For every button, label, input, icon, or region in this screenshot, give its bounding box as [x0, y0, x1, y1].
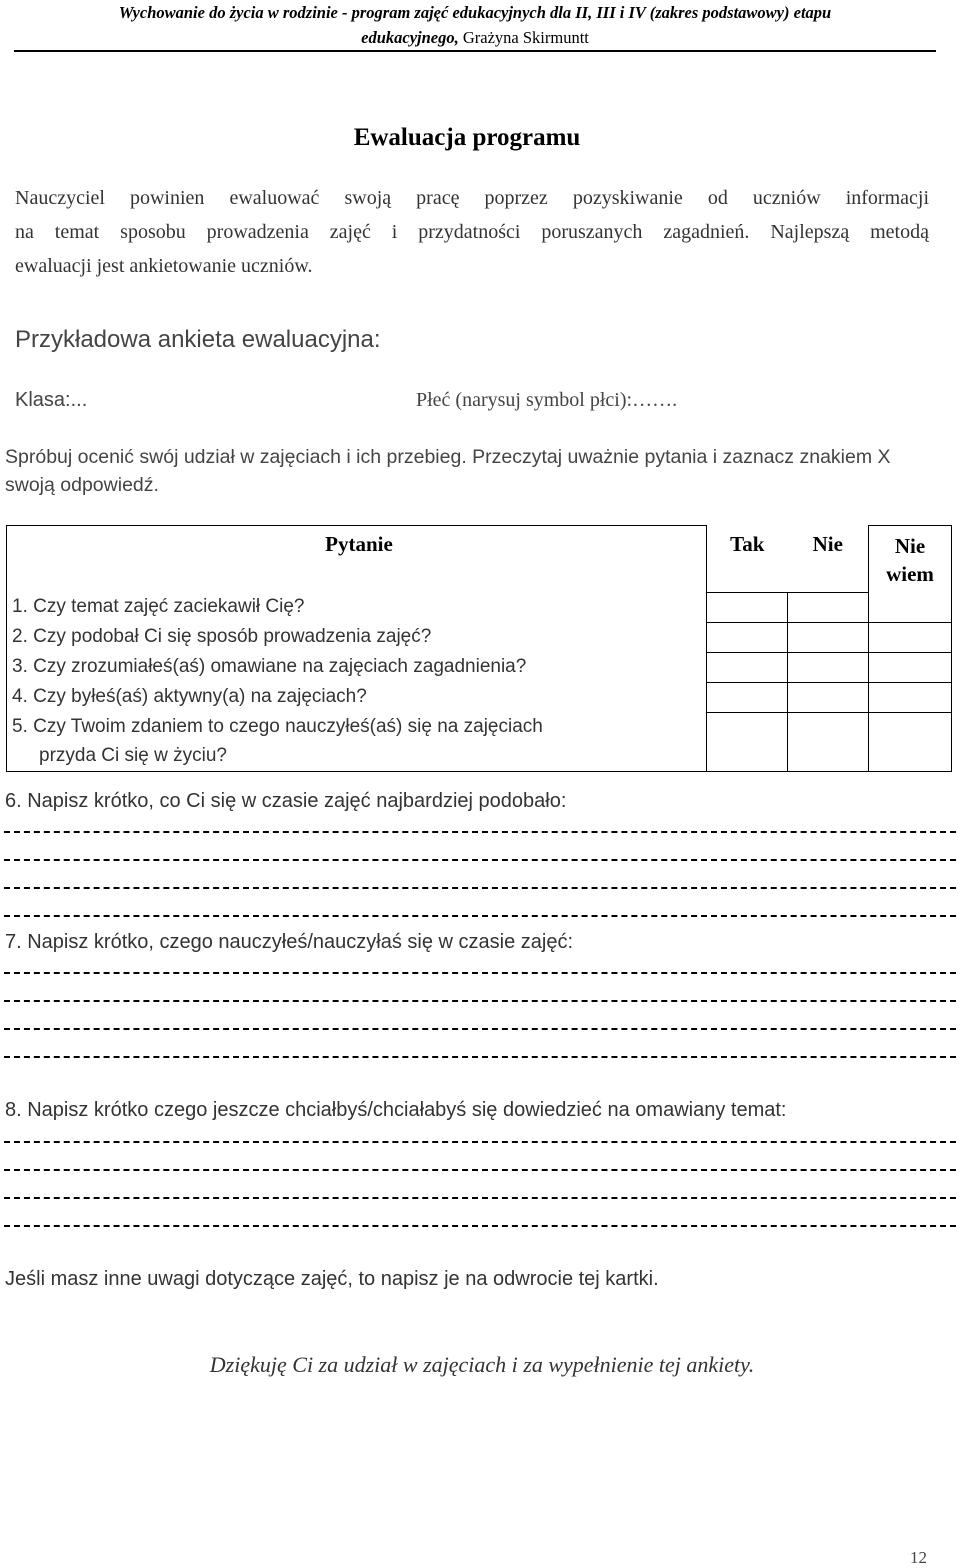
thank-you-note: Dziękuję Ci za udział w zajęciach i za wypełnienie tej ankiety.	[209, 1352, 755, 1377]
gender-field[interactable]: Płeć (narysuj symbol płci):…….	[416, 389, 678, 411]
survey-row	[7, 682, 952, 712]
open-question-6: 6. Napisz krótko, co Ci się w czasie zajęć najbardziej podobało:	[5, 790, 567, 812]
answer-line[interactable]	[4, 1197, 956, 1199]
dont-know-column-header: Nie wiem	[869, 526, 952, 593]
yes-column-header: Tak	[707, 526, 788, 593]
header-line-2-text: edukacyjnego,	[361, 28, 459, 47]
answer-dont-know-cell[interactable]	[869, 592, 952, 622]
answer-yes-cell[interactable]	[707, 652, 788, 682]
question-cell	[7, 712, 707, 771]
answer-line[interactable]	[4, 1225, 956, 1227]
survey-instructions: Spróbuj ocenić swój udział w zajęciach i ich przebieg. Przeczytaj uważnie pytania i zaznacz znakiem X swoją odpowiedź.	[5, 446, 891, 496]
intro-line-2: na temat sposobu prowadzenia zajęć i przydatności poruszanych zagadnień. Najlepszą metodą	[15, 221, 929, 243]
answer-no-cell[interactable]	[788, 622, 869, 652]
question-text: 3. Czy zrozumiałeś(aś) omawiane na zajęciach zagadnienia?	[7, 652, 707, 682]
open-question-7: 7. Napisz krótko, czego nauczyłeś/nauczyłaś się w czasie zajęć:	[5, 931, 574, 953]
answer-yes-cell[interactable]	[707, 712, 788, 771]
open-question-8: 8. Napisz krótko czego jeszcze chciałbyś/chciałabyś się dowiedzieć na omawiany temat:	[5, 1099, 787, 1121]
page-title: Ewaluacja programu	[353, 124, 581, 151]
question-text: 5. Czy Twoim zdaniem to czego nauczyłeś(aś) się na zajęciach	[12, 716, 543, 738]
answer-line[interactable]	[4, 1056, 956, 1058]
example-survey-heading: Przykładowa ankieta ewaluacyjna:	[15, 326, 381, 353]
document-header	[14, 0, 936, 50]
header-author: Grażyna Skirmuntt	[462, 28, 589, 47]
survey-table	[6, 525, 952, 772]
answer-line[interactable]	[4, 1169, 956, 1171]
answer-yes-cell[interactable]	[707, 682, 788, 712]
answer-dont-know-cell[interactable]	[869, 712, 952, 771]
header-line-1: Wychowanie do życia w rodzinie - program zajęć edukacyjnych dla II, III i IV (zakres podstawowy) etapu	[118, 3, 832, 22]
answer-yes-cell[interactable]	[707, 622, 788, 652]
answer-line[interactable]	[4, 831, 956, 833]
final-note: Jeśli masz inne uwagi dotyczące zajęć, to napisz je na odwrocie tej kartki.	[5, 1268, 659, 1290]
intro-line-1: Nauczyciel powinien ewaluować swoją pracę poprzez pozyskiwanie od uczniów informacji	[15, 187, 929, 209]
question-text: 1. Czy temat zajęć zaciekawił Cię?	[7, 592, 707, 622]
answer-dont-know-cell[interactable]	[869, 682, 952, 712]
class-field[interactable]: Klasa:...	[15, 389, 88, 411]
survey-row	[7, 652, 952, 682]
answer-line[interactable]	[4, 859, 956, 861]
answer-no-cell[interactable]	[788, 652, 869, 682]
question-text: 4. Czy byłeś(aś) aktywny(a) na zajęciach?	[7, 682, 707, 712]
answer-line[interactable]	[4, 1000, 956, 1002]
header-divider	[14, 50, 936, 52]
header-line-2	[14, 25, 936, 50]
question-text: 2. Czy podobał Ci się sposób prowadzenia zajęć?	[7, 622, 707, 652]
answer-dont-know-cell[interactable]	[869, 622, 952, 652]
answer-dont-know-cell[interactable]	[869, 652, 952, 682]
question-text-continuation: przyda Ci się w życiu?	[39, 745, 227, 767]
no-column-header: Nie	[788, 526, 869, 593]
survey-header-row	[7, 526, 952, 593]
answer-no-cell[interactable]	[788, 592, 869, 622]
answer-line[interactable]	[4, 915, 956, 917]
answer-line[interactable]	[4, 972, 956, 974]
survey-row	[7, 622, 952, 652]
answer-yes-cell[interactable]	[707, 592, 788, 622]
answer-line[interactable]	[4, 887, 956, 889]
answer-line[interactable]	[4, 1028, 956, 1030]
answer-no-cell[interactable]	[788, 682, 869, 712]
page-number: 12	[910, 1548, 927, 1567]
question-column-header: Pytanie	[7, 526, 707, 593]
answer-line[interactable]	[4, 1141, 956, 1143]
survey-row	[7, 592, 952, 622]
answer-no-cell[interactable]	[788, 712, 869, 771]
intro-line-3: ewaluacji jest ankietowanie uczniów.	[15, 255, 313, 277]
survey-row	[7, 712, 952, 771]
